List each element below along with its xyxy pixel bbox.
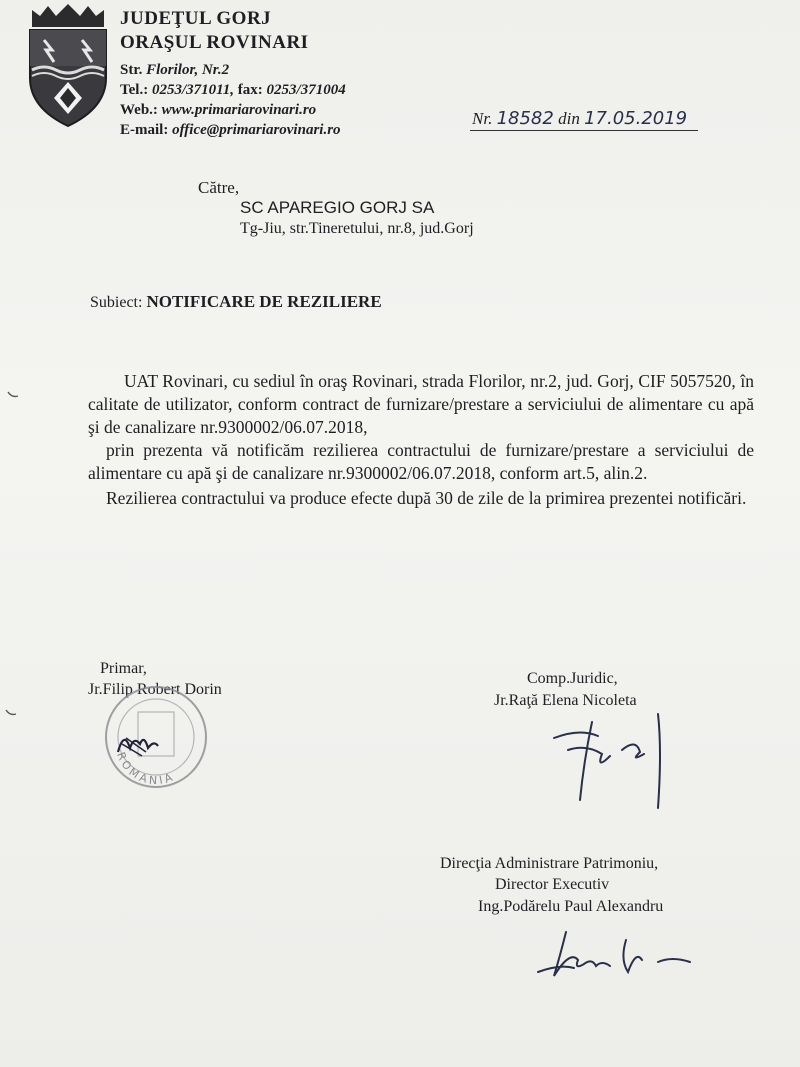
director-title: Director Executiv [495, 876, 610, 893]
recipient-label: Către, [198, 178, 240, 197]
subject-value: NOTIFICARE DE REZILIERE [146, 292, 382, 311]
body-paragraph-1: UAT Rovinari, cu sediul în oraş Rovinari, strada Florilor, nr.2, jud. Gorj, CIF 5057520, în calitate de utilizator, conform contract de furnizare/prestare a serviciului de alimentare cu apă şi de canalizare nr.9300002/06.07.2018, [88, 371, 754, 437]
registration-number [472, 108, 687, 129]
margin-mark-icon [6, 390, 20, 400]
tel-label: Tel.: [120, 82, 149, 98]
official-stamp-icon [96, 682, 216, 792]
county-name: JUDEŢUL GORJ [120, 8, 272, 29]
subject-line [90, 292, 382, 312]
fax-label: fax: [237, 82, 263, 98]
mayor-name: Jr.Filip Robert Dorin [88, 681, 222, 698]
date-value: 17.05.2019 [584, 108, 688, 129]
mayor-title: Primar, [100, 660, 147, 677]
tel-value: 0253/371011, [151, 82, 235, 98]
header-divider [470, 130, 698, 131]
nr-value: 18582 [496, 108, 554, 129]
email-value: office@primariarovinari.ro [172, 122, 341, 138]
legal-signature-icon [540, 710, 690, 820]
fax-value: 0253/371004 [266, 82, 346, 98]
margin-mark-icon [4, 708, 18, 718]
stamp-text: ROMANIA [114, 750, 178, 788]
recipient-address: Tg-Jiu, str.Tineretului, nr.8, jud.Gorj [240, 220, 474, 237]
director-signature-icon [530, 920, 700, 990]
din-label: din [558, 109, 580, 128]
address-line [120, 62, 229, 79]
body-paragraph-2: prin prezenta vă notificăm rezilierea contractului de furnizare/prestare a serviciului de alimentare cu apă şi de canalizare nr.9300002/06.07.2018, conform art.5, alin.2. [88, 440, 754, 483]
subject-label: Subiect: [90, 294, 143, 311]
email-label: E-mail: [120, 122, 169, 138]
body-paragraph-3: Rezilierea contractului va produce efecte după 30 de zile de la primirea prezentei notificări. [106, 488, 747, 508]
legal-name: Jr.Raţă Elena Nicoleta [494, 692, 637, 709]
coat-of-arms-icon [24, 4, 112, 128]
legal-title: Comp.Juridic, [527, 670, 618, 687]
address-label: Str. [120, 62, 143, 78]
web-label: Web.: [120, 102, 158, 118]
nr-label: Nr. [472, 109, 493, 128]
letter-body [88, 370, 754, 510]
director-department: Direcţia Administrare Patrimoniu, [440, 855, 659, 872]
director-name: Ing.Podărelu Paul Alexandru [478, 898, 664, 915]
web-line [120, 102, 316, 119]
email-line [120, 122, 341, 139]
address-value: Florilor, Nr.2 [146, 62, 230, 78]
recipient-name: SC APAREGIO GORJ SA [240, 198, 435, 217]
city-name: ORAŞUL ROVINARI [120, 32, 309, 53]
phone-line [120, 82, 346, 99]
web-value: www.primariarovinari.ro [161, 102, 317, 118]
